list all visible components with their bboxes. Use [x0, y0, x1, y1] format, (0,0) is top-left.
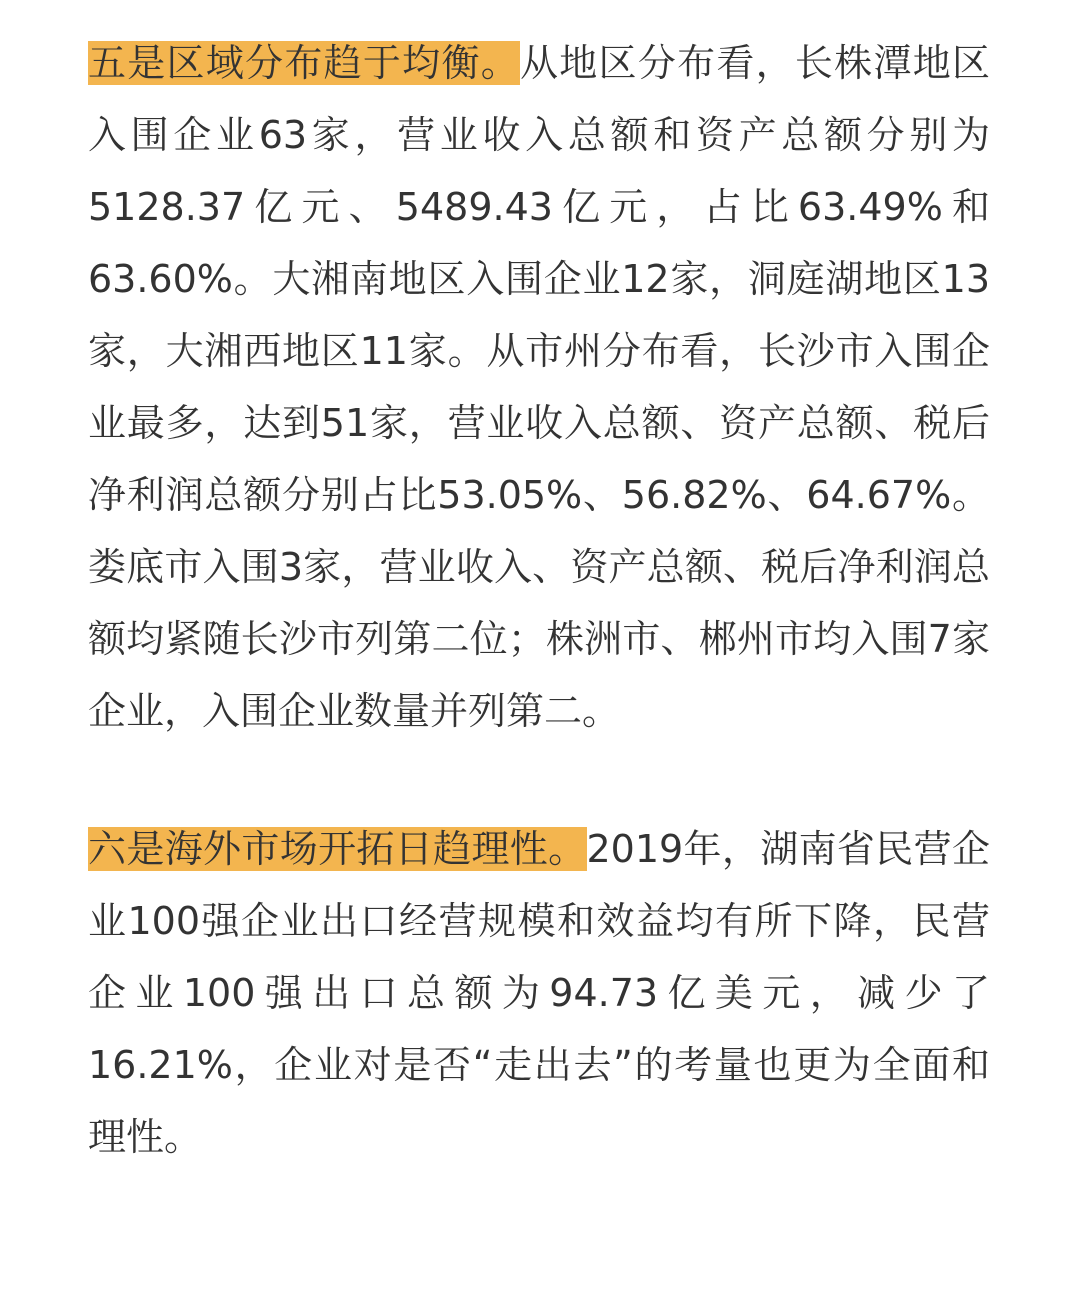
paragraph-text: 从地区分布看，长株潭地区入围企业63家，营业收入总额和资产总额分别为5128.37亿元、5489.43亿元，占比63.49%和63.60%。大湘南地区入围企业12家，洞庭湖地区13家，大湘西地区11家。从市州分布看，长沙市入围企业最多，达到51家，营业收入总额、资产总额、税后净利润总额分别占比53.05%、56.82%、64.67%。娄底市入围3家，营业收入、资产总额、税后净利润总额均紧随长沙市列第二位；株洲市、郴州市均入围7家企业，入围企业数量并列第二。 [88, 41, 990, 733]
paragraph-text: 2019年，湖南省民营企业100强企业出口经营规模和效益均有所下降，民营企业100强出口总额为94.73亿美元，减少了16.21%，企业对是否“走出去”的考量也更为全面和理性。 [88, 827, 990, 1159]
paragraph-heading-highlight: 五是区域分布趋于均衡。 [88, 41, 520, 85]
paragraph-overseas-market [88, 813, 990, 1173]
article-body [88, 27, 990, 1173]
paragraph-regional-distribution [88, 27, 990, 747]
paragraph-heading-highlight: 六是海外市场开拓日趋理性。 [88, 827, 587, 871]
